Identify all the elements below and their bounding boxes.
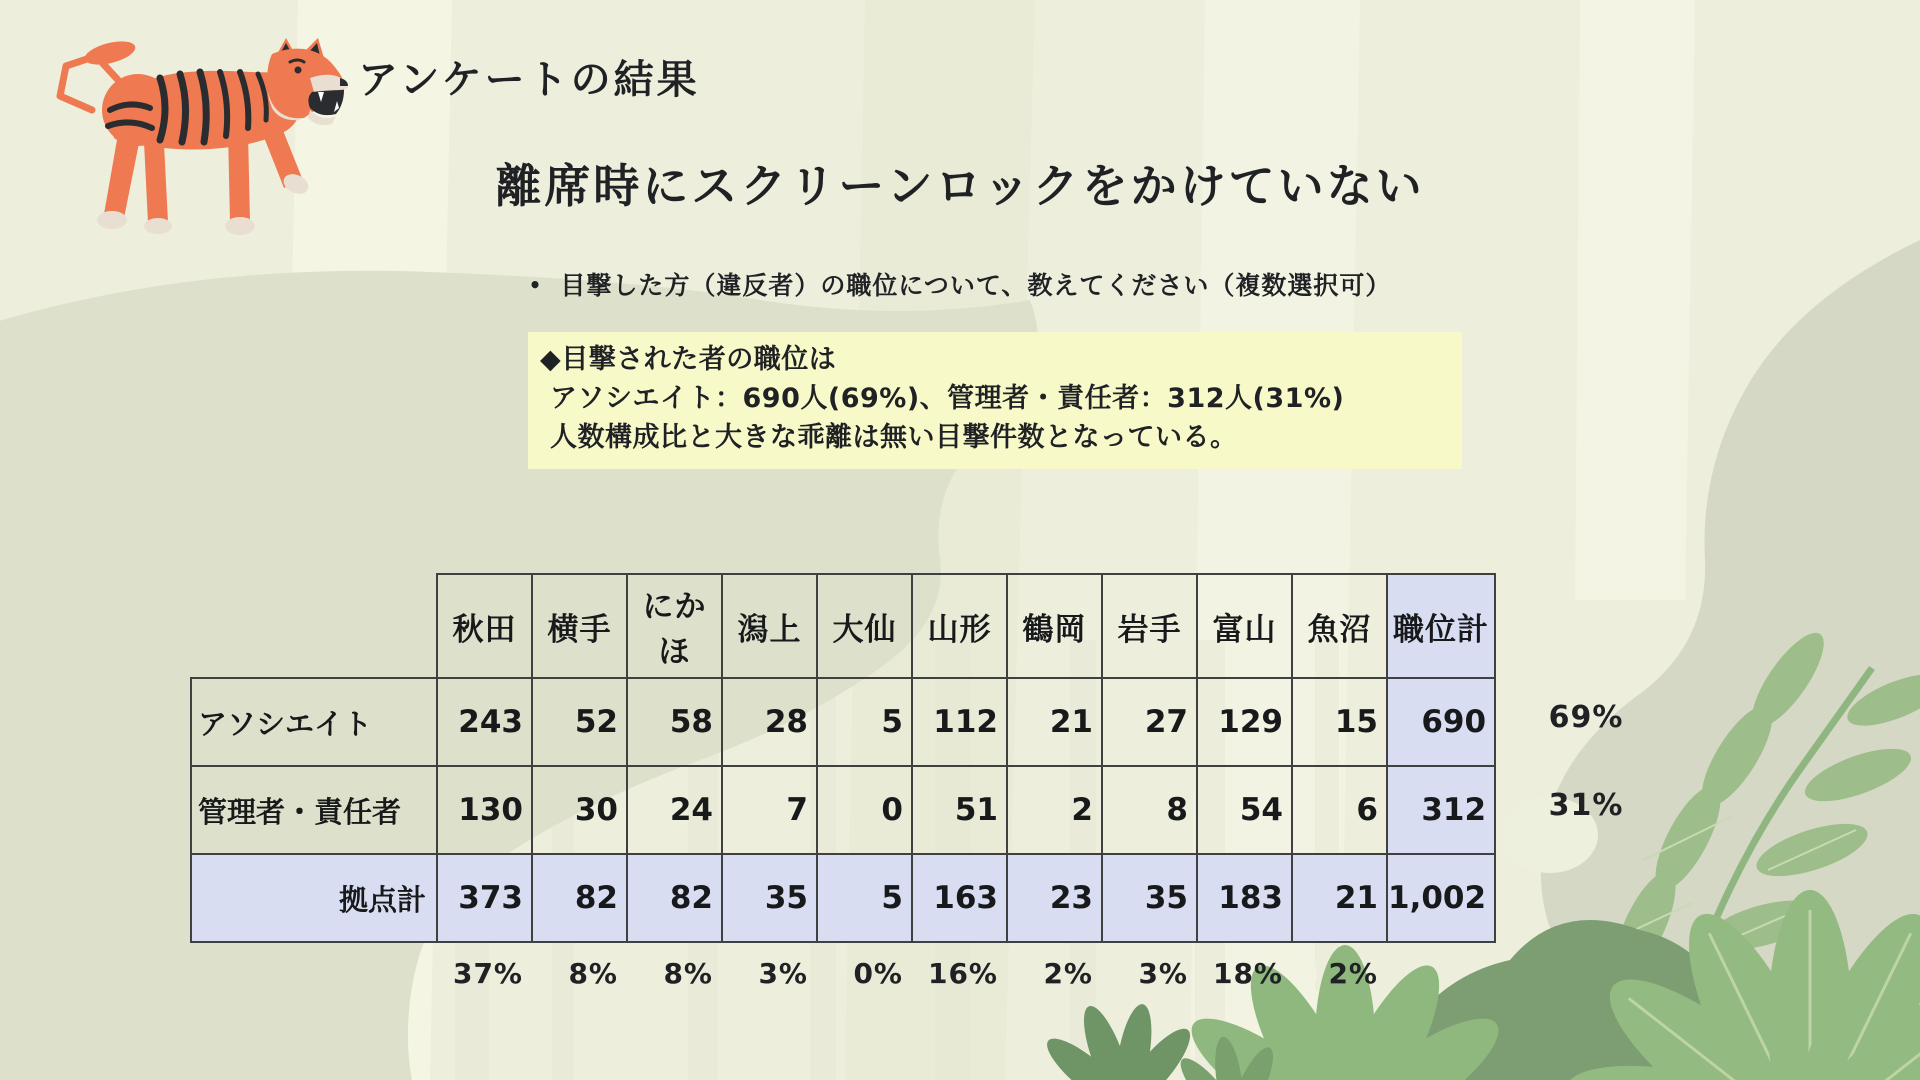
callout-line-2: アソシエイト：690人(69%)、管理者・責任者：312人(31%) (550, 383, 1345, 414)
col-header: 山形 (912, 574, 1007, 678)
bullet-icon: • (528, 273, 543, 297)
cell: 8 (1102, 766, 1197, 854)
cell: 112 (912, 678, 1007, 766)
cell: 27 (1102, 678, 1197, 766)
results-table (190, 573, 1496, 943)
col-header: 富山 (1197, 574, 1292, 678)
grass-tuft-icon (1038, 1001, 1199, 1080)
table-row (191, 678, 1495, 766)
col-header: 潟上 (722, 574, 817, 678)
col-header: にかほ (627, 574, 722, 678)
column-percent-row (438, 948, 1388, 1000)
cell: 30 (532, 766, 627, 854)
col-header: 魚沼 (1292, 574, 1387, 678)
cell: 35 (1102, 854, 1197, 942)
col-percent: 8% (663, 957, 713, 990)
col-percent: 37% (452, 957, 523, 990)
row-label: 拠点計 (191, 854, 437, 942)
cell: 58 (627, 678, 722, 766)
cell: 2 (1007, 766, 1102, 854)
cell: 183 (1197, 854, 1292, 942)
corner-cell (191, 574, 437, 678)
row-share-percent: 69% (1548, 700, 1624, 735)
cell: 54 (1197, 766, 1292, 854)
cell: 21 (1007, 678, 1102, 766)
cell: 163 (912, 854, 1007, 942)
callout-line-1: ◆目撃された者の職位は (540, 344, 837, 375)
cell: 35 (722, 854, 817, 942)
col-header: 鶴岡 (1007, 574, 1102, 678)
cell: 15 (1292, 678, 1387, 766)
row-label: アソシエイト (191, 678, 437, 766)
row-label: 管理者・責任者 (191, 766, 437, 854)
cell: 373 (437, 854, 532, 942)
cell: 5 (817, 854, 912, 942)
cell: 24 (627, 766, 722, 854)
col-header: 岩手 (1102, 574, 1197, 678)
col-header: 大仙 (817, 574, 912, 678)
cell: 82 (532, 854, 627, 942)
summary-callout (528, 332, 1462, 469)
row-share-percent: 31% (1548, 788, 1624, 823)
cell: 130 (437, 766, 532, 854)
col-header: 秋田 (437, 574, 532, 678)
col-header: 横手 (532, 574, 627, 678)
cell: 243 (437, 678, 532, 766)
cell: 7 (722, 766, 817, 854)
cell: 0 (817, 766, 912, 854)
col-percent: 3% (758, 957, 808, 990)
cell: 21 (1292, 854, 1387, 942)
col-header-total: 職位計 (1387, 574, 1495, 678)
cell: 82 (627, 854, 722, 942)
grand-total-cell: 1,002 (1387, 854, 1495, 942)
bullet-line (0, 266, 1920, 302)
row-total-cell: 312 (1387, 766, 1495, 854)
col-percent: 2% (1043, 957, 1093, 990)
table-header-row (191, 574, 1495, 678)
cell: 5 (817, 678, 912, 766)
col-percent: 8% (568, 957, 618, 990)
question-heading: 離席時にスクリーンロックをかけていない (495, 159, 1425, 213)
cell: 129 (1197, 678, 1292, 766)
cell: 6 (1292, 766, 1387, 854)
cell: 51 (912, 766, 1007, 854)
row-total-cell: 690 (1387, 678, 1495, 766)
col-percent: 2% (1328, 957, 1378, 990)
col-percent: 16% (927, 957, 998, 990)
cell: 23 (1007, 854, 1102, 942)
col-percent: 0% (853, 957, 903, 990)
bullet-text: 目撃した方（違反者）の職位について、教えてください（複数選択可） (560, 271, 1392, 300)
table-row (191, 766, 1495, 854)
table-total-row (191, 854, 1495, 942)
col-percent: 18% (1212, 957, 1283, 990)
callout-line-3: 人数構成比と大きな乖離は無い目撃件数となっている。 (550, 422, 1238, 453)
cell: 52 (532, 678, 627, 766)
page-title: アンケートの結果 (358, 57, 700, 103)
col-percent: 3% (1138, 957, 1188, 990)
cell: 28 (722, 678, 817, 766)
